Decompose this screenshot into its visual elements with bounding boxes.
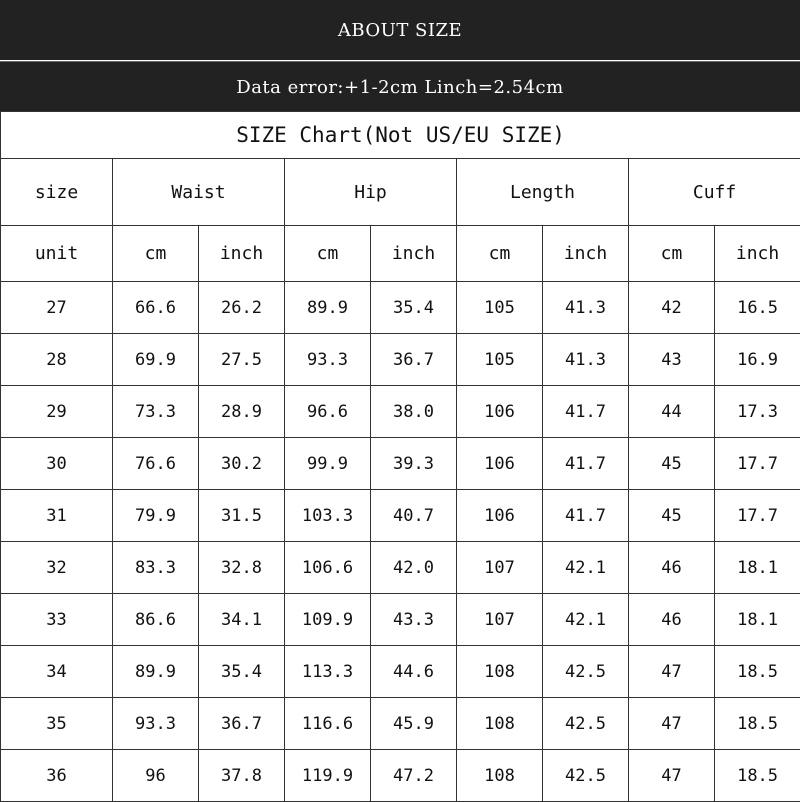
value-cell: 47 (629, 646, 715, 698)
value-cell: 89.9 (113, 646, 199, 698)
value-cell: 18.1 (715, 542, 800, 594)
cuff-header: Cuff (629, 159, 800, 226)
size-cell: 30 (1, 438, 113, 490)
value-cell: 105 (457, 282, 543, 334)
table-row (1, 594, 800, 646)
value-cell: 116.6 (285, 698, 371, 750)
length-header: Length (457, 159, 629, 226)
value-cell: 18.5 (715, 750, 800, 802)
value-cell: 86.6 (113, 594, 199, 646)
value-cell: 93.3 (113, 698, 199, 750)
value-cell: 26.2 (199, 282, 285, 334)
value-cell: 47 (629, 750, 715, 802)
value-cell: 113.3 (285, 646, 371, 698)
about-size-title: ABOUT SIZE (338, 20, 462, 41)
unit-cell: cm (457, 226, 543, 282)
size-cell: 27 (1, 282, 113, 334)
value-cell: 96 (113, 750, 199, 802)
value-cell: 18.5 (715, 646, 800, 698)
value-cell: 35.4 (371, 282, 457, 334)
value-cell: 42.5 (543, 698, 629, 750)
value-cell: 45 (629, 490, 715, 542)
value-cell: 41.3 (543, 334, 629, 386)
value-cell: 41.7 (543, 490, 629, 542)
value-cell: 44 (629, 386, 715, 438)
value-cell: 99.9 (285, 438, 371, 490)
unit-cell: inch (199, 226, 285, 282)
value-cell: 41.7 (543, 386, 629, 438)
table-row (1, 542, 800, 594)
value-cell: 41.3 (543, 282, 629, 334)
value-cell: 44.6 (371, 646, 457, 698)
size-cell: 34 (1, 646, 113, 698)
value-cell: 46 (629, 542, 715, 594)
value-cell: 106.6 (285, 542, 371, 594)
value-cell: 103.3 (285, 490, 371, 542)
value-cell: 119.9 (285, 750, 371, 802)
table-row (1, 386, 800, 438)
value-cell: 107 (457, 542, 543, 594)
value-cell: 107 (457, 594, 543, 646)
data-error-banner (0, 61, 800, 112)
value-cell: 34.1 (199, 594, 285, 646)
value-cell: 16.9 (715, 334, 800, 386)
table-row (1, 438, 800, 490)
value-cell: 17.7 (715, 490, 800, 542)
value-cell: 16.5 (715, 282, 800, 334)
unit-row (1, 226, 800, 282)
unit-cell: inch (715, 226, 800, 282)
value-cell: 79.9 (113, 490, 199, 542)
value-cell: 18.1 (715, 594, 800, 646)
value-cell: 35.4 (199, 646, 285, 698)
value-cell: 105 (457, 334, 543, 386)
size-cell: 28 (1, 334, 113, 386)
value-cell: 32.8 (199, 542, 285, 594)
value-cell: 43 (629, 334, 715, 386)
table-row (1, 646, 800, 698)
value-cell: 30.2 (199, 438, 285, 490)
table-row (1, 750, 800, 802)
table-row (1, 282, 800, 334)
unit-cell: cm (285, 226, 371, 282)
table-caption-row (1, 112, 800, 159)
unit-cell: cm (113, 226, 199, 282)
table-row (1, 334, 800, 386)
waist-header: Waist (113, 159, 285, 226)
unit-cell: cm (629, 226, 715, 282)
value-cell: 89.9 (285, 282, 371, 334)
value-cell: 106 (457, 386, 543, 438)
size-table (0, 111, 800, 802)
size-cell: 35 (1, 698, 113, 750)
value-cell: 39.3 (371, 438, 457, 490)
value-cell: 45.9 (371, 698, 457, 750)
value-cell: 17.3 (715, 386, 800, 438)
table-row (1, 698, 800, 750)
value-cell: 108 (457, 646, 543, 698)
value-cell: 40.7 (371, 490, 457, 542)
value-cell: 31.5 (199, 490, 285, 542)
value-cell: 17.7 (715, 438, 800, 490)
value-cell: 66.6 (113, 282, 199, 334)
value-cell: 42.0 (371, 542, 457, 594)
value-cell: 109.9 (285, 594, 371, 646)
value-cell: 47 (629, 698, 715, 750)
value-cell: 47.2 (371, 750, 457, 802)
value-cell: 108 (457, 698, 543, 750)
value-cell: 42.1 (543, 594, 629, 646)
value-cell: 42.5 (543, 750, 629, 802)
unit-header: unit (1, 226, 113, 282)
value-cell: 106 (457, 490, 543, 542)
value-cell: 93.3 (285, 334, 371, 386)
value-cell: 45 (629, 438, 715, 490)
size-cell: 36 (1, 750, 113, 802)
value-cell: 36.7 (199, 698, 285, 750)
size-cell: 31 (1, 490, 113, 542)
value-cell: 37.8 (199, 750, 285, 802)
value-cell: 36.7 (371, 334, 457, 386)
value-cell: 18.5 (715, 698, 800, 750)
value-cell: 76.6 (113, 438, 199, 490)
value-cell: 42.1 (543, 542, 629, 594)
value-cell: 108 (457, 750, 543, 802)
size-cell: 33 (1, 594, 113, 646)
size-header: size (1, 159, 113, 226)
unit-cell: inch (543, 226, 629, 282)
value-cell: 28.9 (199, 386, 285, 438)
hip-header: Hip (285, 159, 457, 226)
table-row (1, 490, 800, 542)
value-cell: 73.3 (113, 386, 199, 438)
value-cell: 42.5 (543, 646, 629, 698)
value-cell: 43.3 (371, 594, 457, 646)
value-cell: 38.0 (371, 386, 457, 438)
value-cell: 46 (629, 594, 715, 646)
value-cell: 106 (457, 438, 543, 490)
value-cell: 41.7 (543, 438, 629, 490)
size-cell: 32 (1, 542, 113, 594)
about-size-banner (0, 0, 800, 60)
value-cell: 83.3 (113, 542, 199, 594)
value-cell: 69.9 (113, 334, 199, 386)
value-cell: 27.5 (199, 334, 285, 386)
table-caption: SIZE Chart(Not US/EU SIZE) (1, 112, 800, 159)
table-header-row (1, 159, 800, 226)
value-cell: 42 (629, 282, 715, 334)
value-cell: 96.6 (285, 386, 371, 438)
data-error-note: Data error:+1-2cm Linch=2.54cm (236, 77, 563, 98)
unit-cell: inch (371, 226, 457, 282)
size-cell: 29 (1, 386, 113, 438)
